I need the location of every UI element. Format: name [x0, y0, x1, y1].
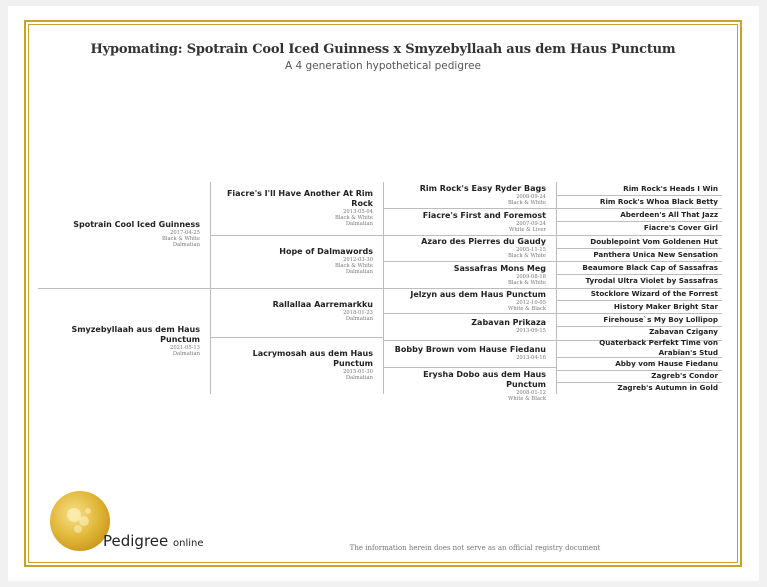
divider-g3-2 — [383, 235, 556, 236]
dog-birthdate: 2008-09-24 — [516, 194, 546, 200]
divider-g3-5 — [383, 313, 556, 314]
dog-gen3-1[interactable] — [386, 184, 546, 206]
dog-gen3-4[interactable] — [386, 264, 546, 286]
divider-g4-6 — [556, 261, 722, 262]
dog-name: Hope of Dalmawords — [279, 247, 373, 256]
dog-gen4-5[interactable] — [560, 237, 718, 247]
divider-g3-1 — [383, 208, 556, 209]
disclaimer-text: The information herein does not serve as an official registry document — [349, 544, 601, 552]
dog-birthdate: 2017-04-25 — [170, 230, 200, 236]
divider-g4-9 — [556, 300, 722, 301]
dog-name: Zabavan Czigany — [649, 327, 718, 336]
dog-gen1-dam[interactable] — [40, 325, 200, 357]
dog-breed: Dalmatian — [345, 269, 373, 275]
dog-color: Black & White — [507, 280, 546, 286]
dog-gen4-1[interactable] — [560, 184, 718, 194]
dog-birthdate: 2012-03-30 — [343, 257, 373, 263]
dog-name: Rallallaa Aarremarkku — [272, 300, 373, 309]
dog-name: Azaro des Pierres du Gaudy — [421, 237, 546, 246]
dog-gen1-sire[interactable] — [40, 220, 200, 248]
divider-g4-3 — [556, 221, 722, 222]
divider-g3-7 — [383, 367, 556, 368]
dog-breed: Dalmatian — [172, 351, 200, 357]
dog-name: Fiacre's I'll Have Another At Rim Rock — [226, 189, 373, 208]
dog-breed: Dalmatian — [345, 375, 373, 381]
dog-birthdate: 2005-11-15 — [516, 247, 546, 253]
dog-name: Zagreb's Condor — [651, 371, 718, 380]
dog-name: Fiacre's Cover Girl — [643, 223, 718, 232]
dog-gen3-7[interactable] — [386, 345, 546, 361]
divider-g4-7 — [556, 274, 722, 275]
dog-name: Fiacre's First and Foremost — [422, 211, 546, 220]
dog-birthdate: 2013-09-15 — [516, 328, 546, 334]
dog-color: White & Liver — [509, 227, 546, 233]
dog-gen4-4[interactable] — [560, 223, 718, 233]
dog-birthdate: 2008-01-12 — [516, 390, 546, 396]
dog-birthdate: 2015-01-30 — [343, 369, 373, 375]
dog-color: Black & White — [507, 253, 546, 259]
dog-name: Aberdeen's All That Jazz — [620, 210, 718, 219]
page-subtitle: A 4 generation hypothetical pedigree — [284, 60, 482, 72]
dog-name: History Maker Bright Star — [613, 302, 718, 311]
dog-gen2-2[interactable] — [215, 247, 373, 275]
divider-g2-1 — [210, 235, 383, 236]
dog-gen3-8[interactable] — [386, 370, 546, 402]
dog-color: White & Black — [507, 396, 546, 402]
dog-gen3-3[interactable] — [386, 237, 546, 259]
dog-name: Panthera Unica New Sensation — [593, 250, 718, 259]
divider-g3-4 — [383, 288, 556, 289]
dog-gen2-1[interactable] — [215, 189, 373, 227]
dog-name: Sassafras Mons Meg — [453, 264, 546, 273]
dog-name: Zabavan Prikaza — [471, 318, 546, 327]
dog-color: White & Black — [507, 306, 546, 312]
dog-gen4-12[interactable] — [560, 327, 718, 337]
dog-name: Rim Rock's Whoa Black Betty — [599, 197, 718, 206]
dog-gen4-6[interactable] — [560, 250, 718, 260]
dog-name: Tyrodal Ultra Violet by Sassafras — [585, 276, 718, 285]
dog-gen4-10[interactable] — [560, 302, 718, 312]
dog-color: Black & White — [334, 263, 373, 269]
logo-brand: Pedigree — [103, 532, 169, 550]
dog-name: Zagreb's Autumn in Gold — [617, 383, 718, 392]
divider-g4-1 — [556, 195, 722, 196]
logo-wordmark — [103, 532, 204, 550]
dog-color: Black & White — [161, 236, 200, 242]
dog-gen4-3[interactable] — [560, 210, 718, 220]
dog-name: Doublepoint Vom Goldenen Hut — [590, 237, 718, 246]
dog-name: Rim Rock's Easy Ryder Bags — [419, 184, 546, 193]
dog-gen2-3[interactable] — [215, 300, 373, 322]
dog-name: Smyzebyllaah aus dem Haus Punctum — [71, 325, 200, 344]
dog-breed: Dalmatian — [172, 242, 200, 248]
dog-birthdate: 2021-05-13 — [170, 345, 200, 351]
dog-gen4-11[interactable] — [560, 315, 718, 325]
divider-g4-10 — [556, 313, 722, 314]
dog-name: Rim Rock's Heads I Win — [623, 184, 718, 193]
dog-gen3-6[interactable] — [386, 318, 546, 334]
dog-name: Abby vom Hause Fiedanu — [615, 359, 718, 368]
dog-name: Firehouse`s My Boy Lollipop — [603, 315, 718, 324]
divider-g2-3 — [210, 337, 383, 338]
dog-name: Stocklore Wizard of the Forrest — [590, 289, 718, 298]
dog-gen4-14[interactable] — [560, 359, 718, 369]
divider-g3-3 — [383, 261, 556, 262]
dog-name: Bobby Brown vom Hause Fiedanu — [394, 345, 546, 354]
dog-birthdate: 2018-01-23 — [343, 310, 373, 316]
divider-g4-5 — [556, 248, 722, 249]
dog-birthdate: 2012-10-05 — [516, 300, 546, 306]
dog-gen2-4[interactable] — [215, 349, 373, 381]
dog-gen4-16[interactable] — [560, 383, 718, 393]
dog-name: Erysha Dobo aus dem Haus Punctum — [423, 370, 546, 389]
divider-g3-6 — [383, 340, 556, 341]
divider-g2-2 — [210, 288, 383, 289]
dog-color: Black & White — [334, 215, 373, 221]
dog-breed: Dalmatian — [345, 221, 373, 227]
divider-g4-2 — [556, 208, 722, 209]
divider-g4-4 — [556, 235, 722, 236]
page-title: Hypomating: Spotrain Cool Iced Guinness x Smyzebyllaah aus dem Haus Punctum — [90, 42, 676, 57]
dog-gen3-5[interactable] — [386, 290, 546, 312]
dog-name: Spotrain Cool Iced Guinness — [73, 220, 200, 229]
dog-birthdate: 2009-08-18 — [516, 274, 546, 280]
dog-gen4-8[interactable] — [560, 276, 718, 286]
logo-suffix: online — [173, 538, 204, 549]
dog-gen3-2[interactable] — [386, 211, 546, 233]
dog-gen4-2[interactable] — [560, 197, 718, 207]
logo-bubbles-icon — [50, 491, 110, 551]
dog-gen4-7[interactable] — [560, 263, 718, 273]
dog-name: Lacrymosah aus dem Haus Punctum — [252, 349, 373, 368]
dog-birthdate: 2013-05-04 — [343, 209, 373, 215]
dog-gen4-15[interactable] — [560, 371, 718, 381]
dog-name: Quaterback Perfekt Time von Arabian's Stud — [599, 338, 718, 357]
dog-birthdate: 2007-09-24 — [516, 221, 546, 227]
dog-name: Jelzyn aus dem Haus Punctum — [410, 290, 546, 299]
dog-gen4-9[interactable] — [560, 289, 718, 299]
dog-color: Black & White — [507, 200, 546, 206]
dog-name: Beaumore Black Cap of Sassafras — [582, 263, 718, 272]
dog-breed: Dalmatian — [345, 316, 373, 322]
dog-birthdate: 2013-04-16 — [516, 355, 546, 361]
dog-gen4-13[interactable] — [560, 338, 718, 358]
